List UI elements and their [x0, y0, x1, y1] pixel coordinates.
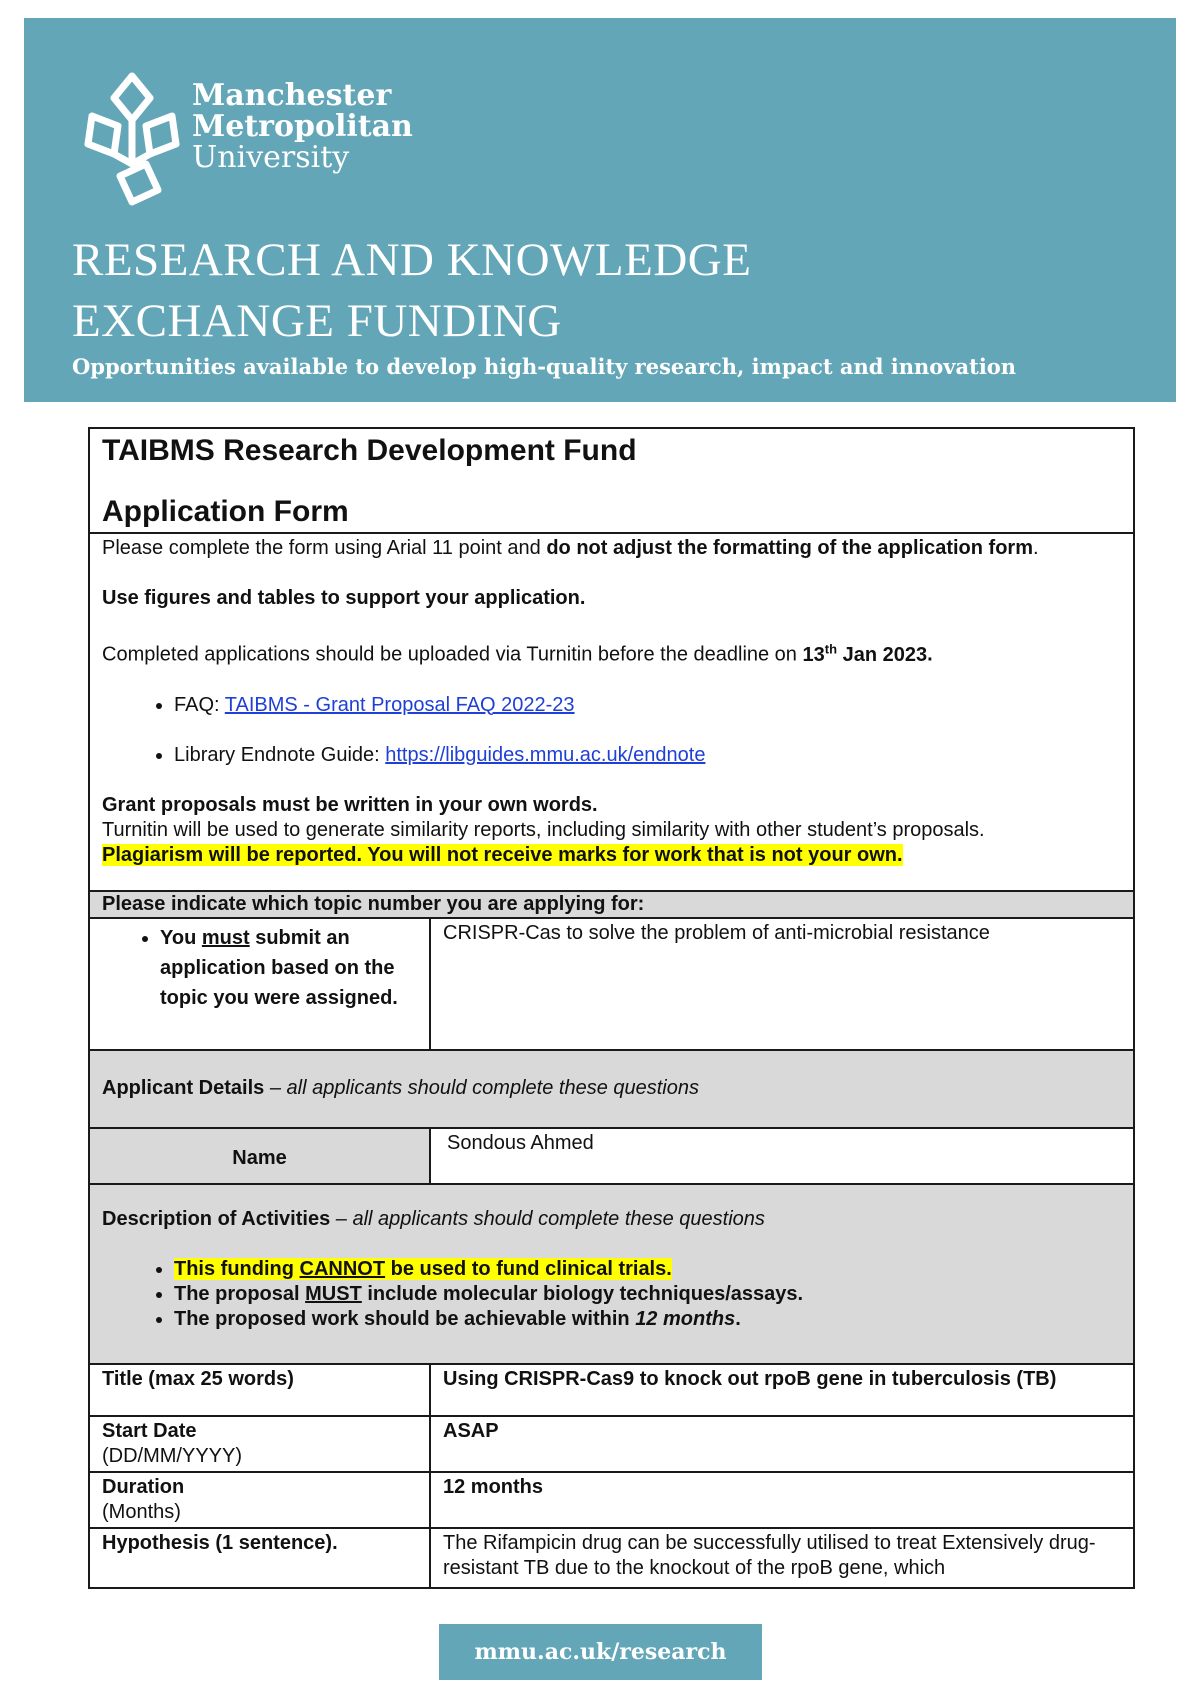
applicant-header-note: – all applicants should complete these questions [264, 1077, 699, 1100]
start-date-label: Start Date [102, 1419, 197, 1442]
duration-label-cell [89, 1472, 430, 1528]
activities-header-cell [89, 1184, 1134, 1364]
university-name-line2: Metropolitan [192, 109, 413, 144]
name-row [89, 1128, 1134, 1184]
university-name-line3: University [192, 140, 350, 175]
form-subtitle: Application Form [102, 495, 349, 528]
endnote-link[interactable]: https://libguides.mmu.ac.uk/endnote [385, 743, 706, 766]
hypothesis-label: Hypothesis (1 sentence). [102, 1531, 338, 1554]
topic-header: Please indicate which topic number you are applying for: [102, 892, 645, 915]
topic-note-cell [89, 918, 430, 1050]
header-banner [24, 18, 1176, 402]
topic-value: CRISPR-Cas to solve the problem of anti-microbial resistance [443, 921, 990, 944]
instructions-row [89, 533, 1134, 891]
faq-link[interactable]: TAIBMS - Grant Proposal FAQ 2022-23 [224, 693, 575, 716]
university-name-line1: Manchester [192, 78, 392, 113]
applicant-header-row [89, 1050, 1134, 1128]
instructions-cell [89, 533, 1134, 891]
duration-hint: (Months) [102, 1500, 181, 1523]
form-title-row [89, 428, 1134, 533]
formatting-instruction: Please complete the form using Arial 11 point and do not adjust the formatting of the application form. [102, 537, 1039, 559]
topic-header-cell [89, 891, 1134, 918]
rule-clinical-trials: • This funding CANNOT be used to fund clinical trials. [174, 1257, 1121, 1282]
name-value-cell[interactable] [430, 1128, 1134, 1184]
library-item: • Library Endnote Guide: https://libguides.mmu.ac.uk/endnote [174, 743, 1121, 768]
figures-instruction: Use figures and tables to support your application. [102, 587, 586, 609]
title-value: Using CRISPR-Cas9 to knock out rpoB gene in tuberculosis (TB) [443, 1367, 1057, 1390]
plagiarism-notice: Plagiarism will be reported. You will not receive marks for work that is not your own. [102, 843, 903, 866]
form-title-cell [89, 428, 1134, 533]
topic-note: • You must submit an application based on the topic you were assigned. [160, 923, 417, 1013]
banner-title-line2: EXCHANGE FUNDING [72, 295, 562, 347]
name-value: Sondous Ahmed [447, 1131, 594, 1154]
hypothesis-label-cell [89, 1528, 430, 1588]
form-title: TAIBMS Research Development Fund [102, 434, 637, 467]
title-value-cell[interactable] [430, 1364, 1134, 1416]
university-name [192, 80, 413, 173]
hypothesis-row [89, 1528, 1134, 1588]
application-form-table [88, 427, 1135, 1589]
duration-value-cell[interactable] [430, 1472, 1134, 1528]
faq-item: • FAQ: TAIBMS - Grant Proposal FAQ 2022-23 [174, 693, 1121, 718]
rule-molecular-biology: • The proposal MUST include molecular biology techniques/assays. [174, 1282, 1121, 1307]
applicant-header-label: Applicant Details [102, 1077, 265, 1100]
title-label: Title (max 25 words) [102, 1367, 294, 1390]
hypothesis-value: The Rifampicin drug can be successfully utilised to treat Extensively drug-resistant TB due to the knockout of the rpoB gene, which [443, 1531, 1096, 1579]
rule-12-months: • The proposed work should be achievable within 12 months. [174, 1307, 1121, 1332]
footer-url-badge[interactable]: mmu.ac.uk/research [439, 1624, 762, 1680]
banner-subtitle: Opportunities available to develop high-quality research, impact and innovation [72, 354, 1017, 379]
topic-note-list [90, 923, 417, 1013]
applicant-header-cell [89, 1050, 1134, 1128]
turnitin-notice: Turnitin will be used to generate similarity reports, including similarity with other student’s proposals. [102, 818, 985, 841]
topic-value-cell[interactable] [430, 918, 1134, 1050]
deadline-instruction: Completed applications should be uploaded via Turnitin before the deadline on 13th Jan 2023. [102, 641, 933, 666]
title-row [89, 1364, 1134, 1416]
duration-value: 12 months [443, 1475, 544, 1498]
title-label-cell [89, 1364, 430, 1416]
banner-title-line1: RESEARCH AND KNOWLEDGE [72, 234, 752, 286]
banner-title [72, 230, 751, 352]
duration-row [89, 1472, 1134, 1528]
own-words-notice: Grant proposals must be written in your own words. [102, 793, 598, 816]
duration-label: Duration [102, 1475, 185, 1498]
mmu-logo-icon [72, 68, 192, 208]
start-date-value: ASAP [443, 1419, 499, 1442]
activities-header: Description of Activities – all applicants should complete these questions [102, 1207, 765, 1230]
name-label: Name [232, 1146, 287, 1169]
resource-list [102, 693, 1121, 768]
hypothesis-value-cell[interactable] [430, 1528, 1134, 1588]
start-date-hint: (DD/MM/YYYY) [102, 1444, 242, 1467]
start-date-label-cell [89, 1416, 430, 1472]
start-date-row [89, 1416, 1134, 1472]
activities-header-row [89, 1184, 1134, 1364]
activities-rules-list [102, 1257, 1121, 1332]
topic-header-row [89, 891, 1134, 918]
name-label-cell [89, 1128, 430, 1184]
start-date-value-cell[interactable] [430, 1416, 1134, 1472]
topic-row [89, 918, 1134, 1050]
